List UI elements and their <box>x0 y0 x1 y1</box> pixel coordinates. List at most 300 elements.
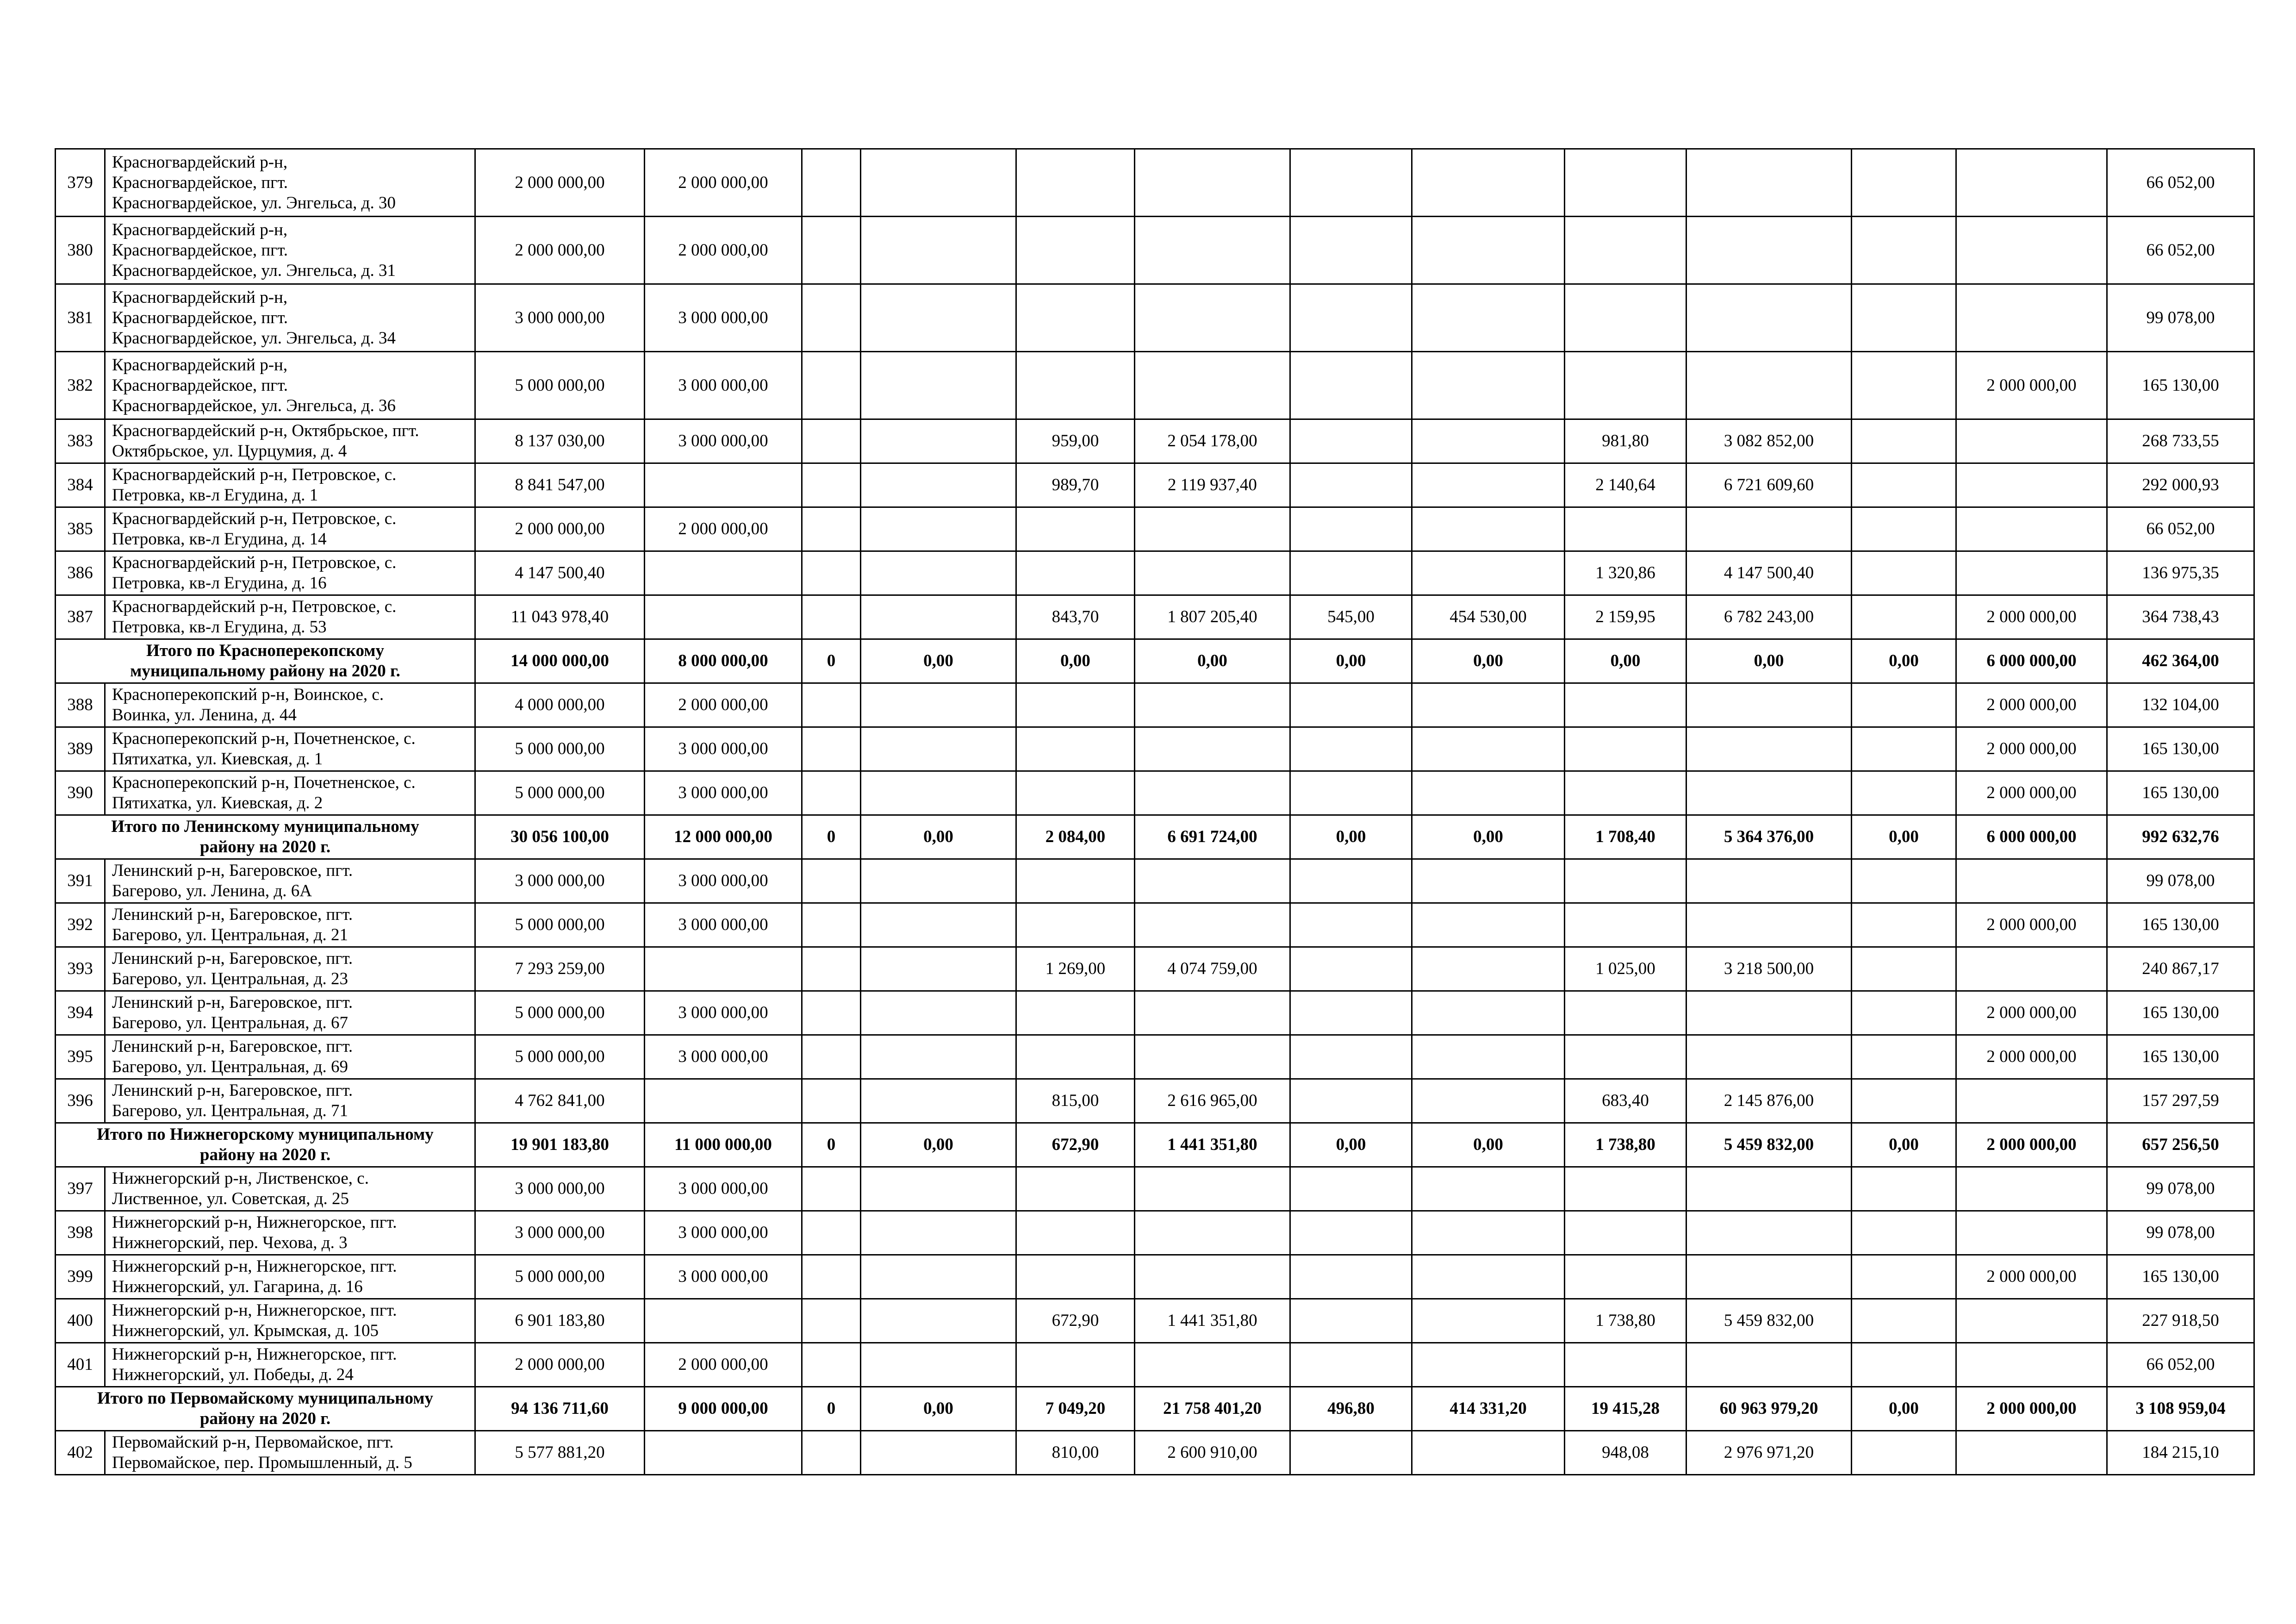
value-cell <box>1412 149 1565 217</box>
value-cell: 2 600 910,00 <box>1135 1431 1290 1475</box>
value-cell: 165 130,00 <box>2107 903 2254 947</box>
value-cell: 2 000 000,00 <box>475 1343 645 1387</box>
value-cell <box>1565 903 1686 947</box>
table-row <box>56 352 2254 419</box>
value-cell: 2 000 000,00 <box>645 683 802 727</box>
address-cell: Нижнегорский р-н, Нижнегорское, пгт. Нижнегорский, ул. Победы, д. 24 <box>105 1343 475 1387</box>
value-cell <box>802 771 861 815</box>
value-cell <box>861 1211 1016 1255</box>
value-cell <box>1016 771 1135 815</box>
value-cell: 2 000 000,00 <box>645 507 802 551</box>
value-cell <box>1016 1211 1135 1255</box>
value-cell <box>1686 284 1852 352</box>
value-cell <box>1565 1167 1686 1211</box>
value-cell: 3 000 000,00 <box>645 1035 802 1079</box>
value-cell <box>861 991 1016 1035</box>
value-cell: 6 000 000,00 <box>1956 639 2107 683</box>
value-cell: 4 762 841,00 <box>475 1079 645 1123</box>
value-cell <box>1956 284 2107 352</box>
value-cell: 0,00 <box>1412 815 1565 859</box>
value-cell <box>645 1299 802 1343</box>
value-cell <box>1852 859 1956 903</box>
value-cell <box>1290 1299 1412 1343</box>
value-cell <box>1412 991 1565 1035</box>
value-cell: 3 000 000,00 <box>645 727 802 771</box>
row-number: 387 <box>56 595 105 639</box>
value-cell: 959,00 <box>1016 419 1135 463</box>
value-cell <box>645 1079 802 1123</box>
value-cell <box>802 217 861 284</box>
value-cell <box>1135 149 1290 217</box>
value-cell: 3 000 000,00 <box>645 859 802 903</box>
value-cell: 8 137 030,00 <box>475 419 645 463</box>
value-cell: 5 000 000,00 <box>475 771 645 815</box>
row-number: 401 <box>56 1343 105 1387</box>
value-cell: 545,00 <box>1290 595 1412 639</box>
value-cell <box>645 551 802 595</box>
value-cell <box>1016 727 1135 771</box>
value-cell: 1 807 205,40 <box>1135 595 1290 639</box>
subtotal-row <box>56 1123 2254 1167</box>
value-cell <box>1412 1035 1565 1079</box>
value-cell <box>1412 771 1565 815</box>
value-cell: 165 130,00 <box>2107 1035 2254 1079</box>
value-cell <box>1412 463 1565 507</box>
value-cell <box>1852 683 1956 727</box>
row-number: 389 <box>56 727 105 771</box>
value-cell <box>1956 1343 2107 1387</box>
value-cell <box>1852 1431 1956 1475</box>
row-number: 382 <box>56 352 105 419</box>
row-number: 398 <box>56 1211 105 1255</box>
value-cell <box>802 683 861 727</box>
value-cell <box>1565 352 1686 419</box>
address-cell: Ленинский р-н, Багеровское, пгт. Багерово, ул. Центральная, д. 69 <box>105 1035 475 1079</box>
value-cell: 2 145 876,00 <box>1686 1079 1852 1123</box>
value-cell: 0,00 <box>1290 815 1412 859</box>
value-cell <box>1412 1167 1565 1211</box>
table-row <box>56 1211 2254 1255</box>
subtotal-label: Итого по Первомайскому муниципальному району на 2020 г. <box>56 1387 475 1431</box>
address-cell: Ленинский р-н, Багеровское, пгт. Багерово, ул. Центральная, д. 23 <box>105 947 475 991</box>
value-cell <box>802 727 861 771</box>
value-cell <box>1016 149 1135 217</box>
value-cell <box>1290 991 1412 1035</box>
value-cell <box>1135 1167 1290 1211</box>
value-cell: 21 758 401,20 <box>1135 1387 1290 1431</box>
value-cell <box>1016 284 1135 352</box>
value-cell: 364 738,43 <box>2107 595 2254 639</box>
value-cell <box>802 1343 861 1387</box>
value-cell: 1 025,00 <box>1565 947 1686 991</box>
row-number: 390 <box>56 771 105 815</box>
value-cell: 3 000 000,00 <box>475 284 645 352</box>
value-cell <box>1135 771 1290 815</box>
value-cell: 948,08 <box>1565 1431 1686 1475</box>
subtotal-row <box>56 639 2254 683</box>
value-cell: 7 049,20 <box>1016 1387 1135 1431</box>
value-cell <box>861 595 1016 639</box>
value-cell: 6 000 000,00 <box>1956 815 2107 859</box>
value-cell <box>802 1167 861 1211</box>
value-cell <box>1135 683 1290 727</box>
value-cell: 989,70 <box>1016 463 1135 507</box>
value-cell <box>1290 149 1412 217</box>
value-cell <box>1016 859 1135 903</box>
value-cell <box>1016 507 1135 551</box>
address-cell: Красногвардейский р-н, Красногвардейское, пгт. Красногвардейское, ул. Энгельса, д. 30 <box>105 149 475 217</box>
value-cell: 4 147 500,40 <box>1686 551 1852 595</box>
value-cell <box>1565 1255 1686 1299</box>
table-row <box>56 727 2254 771</box>
value-cell: 66 052,00 <box>2107 217 2254 284</box>
table-row <box>56 1431 2254 1475</box>
table-row <box>56 947 2254 991</box>
address-cell: Нижнегорский р-н, Нижнегорское, пгт. Нижнегорский, пер. Чехова, д. 3 <box>105 1211 475 1255</box>
value-cell <box>1135 1343 1290 1387</box>
value-cell <box>1852 284 1956 352</box>
value-cell: 292 000,93 <box>2107 463 2254 507</box>
value-cell: 3 108 959,04 <box>2107 1387 2254 1431</box>
value-cell: 99 078,00 <box>2107 284 2254 352</box>
value-cell <box>1412 1299 1565 1343</box>
value-cell: 843,70 <box>1016 595 1135 639</box>
value-cell: 2 000 000,00 <box>1956 1255 2107 1299</box>
value-cell: 0,00 <box>1290 1123 1412 1167</box>
value-cell <box>1956 551 2107 595</box>
value-cell <box>1290 352 1412 419</box>
value-cell <box>1956 419 2107 463</box>
value-cell: 0,00 <box>861 1123 1016 1167</box>
value-cell: 2 000 000,00 <box>645 1343 802 1387</box>
table-row <box>56 1035 2254 1079</box>
address-cell: Красногвардейский р-н, Красногвардейское, пгт. Красногвардейское, ул. Энгельса, д. 34 <box>105 284 475 352</box>
value-cell <box>1686 903 1852 947</box>
value-cell <box>1686 727 1852 771</box>
table-row <box>56 1167 2254 1211</box>
value-cell <box>861 463 1016 507</box>
row-number: 379 <box>56 149 105 217</box>
value-cell <box>1412 284 1565 352</box>
value-cell <box>1852 507 1956 551</box>
value-cell <box>1016 1035 1135 1079</box>
value-cell: 0 <box>802 815 861 859</box>
value-cell <box>1565 771 1686 815</box>
table-row <box>56 1079 2254 1123</box>
value-cell: 414 331,20 <box>1412 1387 1565 1431</box>
value-cell <box>1135 1035 1290 1079</box>
value-cell: 3 000 000,00 <box>475 1211 645 1255</box>
value-cell: 2 000 000,00 <box>1956 991 2107 1035</box>
value-cell <box>645 1431 802 1475</box>
value-cell: 5 000 000,00 <box>475 1255 645 1299</box>
value-cell <box>1135 352 1290 419</box>
value-cell <box>1290 903 1412 947</box>
address-cell: Ленинский р-н, Багеровское, пгт. Багерово, ул. Ленина, д. 6А <box>105 859 475 903</box>
value-cell <box>1686 1167 1852 1211</box>
value-cell: 454 530,00 <box>1412 595 1565 639</box>
value-cell <box>1852 352 1956 419</box>
value-cell <box>1852 727 1956 771</box>
value-cell: 0,00 <box>1565 639 1686 683</box>
value-cell: 19 415,28 <box>1565 1387 1686 1431</box>
value-cell: 2 054 178,00 <box>1135 419 1290 463</box>
value-cell <box>1852 1343 1956 1387</box>
value-cell: 1 708,40 <box>1565 815 1686 859</box>
value-cell: 2 000 000,00 <box>1956 1035 2107 1079</box>
value-cell <box>1412 683 1565 727</box>
value-cell <box>861 903 1016 947</box>
value-cell: 3 000 000,00 <box>645 419 802 463</box>
value-cell <box>1686 507 1852 551</box>
value-cell: 165 130,00 <box>2107 352 2254 419</box>
value-cell: 5 459 832,00 <box>1686 1299 1852 1343</box>
value-cell: 0,00 <box>1686 639 1852 683</box>
value-cell <box>1016 551 1135 595</box>
value-cell: 3 000 000,00 <box>645 284 802 352</box>
value-cell: 3 000 000,00 <box>645 903 802 947</box>
value-cell: 4 147 500,40 <box>475 551 645 595</box>
table-row <box>56 217 2254 284</box>
value-cell: 5 577 881,20 <box>475 1431 645 1475</box>
value-cell: 1 441 351,80 <box>1135 1299 1290 1343</box>
table-row <box>56 149 2254 217</box>
table-row <box>56 419 2254 463</box>
table-row <box>56 595 2254 639</box>
value-cell <box>1290 1255 1412 1299</box>
value-cell <box>1290 507 1412 551</box>
value-cell: 0,00 <box>1852 639 1956 683</box>
value-cell <box>1852 1035 1956 1079</box>
value-cell: 0,00 <box>1016 639 1135 683</box>
value-cell: 2 000 000,00 <box>1956 1123 2107 1167</box>
budget-table <box>55 148 2255 1475</box>
value-cell: 136 975,35 <box>2107 551 2254 595</box>
value-cell: 3 218 500,00 <box>1686 947 1852 991</box>
table-row <box>56 507 2254 551</box>
value-cell: 3 000 000,00 <box>645 1167 802 1211</box>
row-number: 381 <box>56 284 105 352</box>
value-cell <box>1565 859 1686 903</box>
value-cell: 2 616 965,00 <box>1135 1079 1290 1123</box>
address-cell: Красногвардейский р-н, Петровское, с. Петровка, кв-л Егудина, д. 16 <box>105 551 475 595</box>
value-cell: 1 320,86 <box>1565 551 1686 595</box>
value-cell <box>645 947 802 991</box>
value-cell <box>1565 149 1686 217</box>
value-cell: 0 <box>802 639 861 683</box>
value-cell <box>861 217 1016 284</box>
value-cell <box>1686 1255 1852 1299</box>
value-cell: 2 000 000,00 <box>1956 771 2107 815</box>
value-cell <box>1290 284 1412 352</box>
value-cell: 1 738,80 <box>1565 1123 1686 1167</box>
address-cell: Первомайский р-н, Первомайское, пгт. Первомайское, пер. Промышленный, д. 5 <box>105 1431 475 1475</box>
address-cell: Нижнегорский р-н, Нижнегорское, пгт. Нижнегорский, ул. Крымская, д. 105 <box>105 1299 475 1343</box>
value-cell: 99 078,00 <box>2107 859 2254 903</box>
table-row <box>56 771 2254 815</box>
table-row <box>56 1255 2254 1299</box>
value-cell <box>1290 419 1412 463</box>
value-cell <box>1290 859 1412 903</box>
value-cell <box>1016 1255 1135 1299</box>
value-cell <box>1852 217 1956 284</box>
value-cell: 1 269,00 <box>1016 947 1135 991</box>
value-cell <box>1412 947 1565 991</box>
value-cell: 66 052,00 <box>2107 507 2254 551</box>
value-cell: 94 136 711,60 <box>475 1387 645 1431</box>
value-cell <box>1290 1167 1412 1211</box>
value-cell <box>1016 217 1135 284</box>
value-cell: 6 782 243,00 <box>1686 595 1852 639</box>
table-row <box>56 284 2254 352</box>
value-cell <box>1956 507 2107 551</box>
value-cell: 8 000 000,00 <box>645 639 802 683</box>
value-cell <box>1852 1255 1956 1299</box>
row-number: 394 <box>56 991 105 1035</box>
value-cell: 815,00 <box>1016 1079 1135 1123</box>
value-cell <box>861 1343 1016 1387</box>
value-cell: 992 632,76 <box>2107 815 2254 859</box>
row-number: 386 <box>56 551 105 595</box>
value-cell <box>1016 352 1135 419</box>
row-number: 399 <box>56 1255 105 1299</box>
value-cell <box>1135 991 1290 1035</box>
value-cell <box>1412 1343 1565 1387</box>
value-cell <box>1016 903 1135 947</box>
subtotal-row <box>56 815 2254 859</box>
address-cell: Красногвардейский р-н, Петровское, с. Петровка, кв-л Егудина, д. 53 <box>105 595 475 639</box>
value-cell: 157 297,59 <box>2107 1079 2254 1123</box>
value-cell: 6 721 609,60 <box>1686 463 1852 507</box>
value-cell: 0,00 <box>1852 1123 1956 1167</box>
value-cell: 3 000 000,00 <box>645 352 802 419</box>
value-cell: 2 000 000,00 <box>1956 727 2107 771</box>
value-cell: 268 733,55 <box>2107 419 2254 463</box>
value-cell <box>861 771 1016 815</box>
value-cell: 2 000 000,00 <box>645 149 802 217</box>
value-cell <box>802 149 861 217</box>
value-cell <box>1956 463 2107 507</box>
value-cell <box>1290 1211 1412 1255</box>
address-cell: Красногвардейский р-н, Красногвардейское, пгт. Красногвардейское, ул. Энгельса, д. 31 <box>105 217 475 284</box>
value-cell: 496,80 <box>1290 1387 1412 1431</box>
value-cell <box>1016 1343 1135 1387</box>
row-number: 396 <box>56 1079 105 1123</box>
value-cell: 19 901 183,80 <box>475 1123 645 1167</box>
table-row <box>56 463 2254 507</box>
value-cell <box>1686 683 1852 727</box>
value-cell <box>1852 1299 1956 1343</box>
address-cell: Красногвардейский р-н, Красногвардейское, пгт. Красногвардейское, ул. Энгельса, д. 36 <box>105 352 475 419</box>
value-cell <box>861 859 1016 903</box>
value-cell <box>802 419 861 463</box>
address-cell: Ленинский р-н, Багеровское, пгт. Багерово, ул. Центральная, д. 21 <box>105 903 475 947</box>
value-cell <box>1686 859 1852 903</box>
value-cell <box>1852 1211 1956 1255</box>
value-cell: 672,90 <box>1016 1123 1135 1167</box>
value-cell <box>861 947 1016 991</box>
subtotal-label: Итого по Нижнегорскому муниципальному району на 2020 г. <box>56 1123 475 1167</box>
value-cell: 0,00 <box>1852 815 1956 859</box>
value-cell <box>1290 771 1412 815</box>
value-cell <box>1290 1343 1412 1387</box>
value-cell: 5 000 000,00 <box>475 1035 645 1079</box>
value-cell: 810,00 <box>1016 1431 1135 1475</box>
value-cell: 165 130,00 <box>2107 991 2254 1035</box>
value-cell <box>645 595 802 639</box>
value-cell <box>1412 859 1565 903</box>
value-cell: 184 215,10 <box>2107 1431 2254 1475</box>
value-cell: 0,00 <box>861 1387 1016 1431</box>
address-cell: Ленинский р-н, Багеровское, пгт. Багерово, ул. Центральная, д. 67 <box>105 991 475 1035</box>
value-cell <box>802 1079 861 1123</box>
value-cell: 0,00 <box>861 639 1016 683</box>
value-cell <box>1290 947 1412 991</box>
value-cell <box>1956 1211 2107 1255</box>
value-cell <box>861 1167 1016 1211</box>
table-row <box>56 1343 2254 1387</box>
value-cell: 5 000 000,00 <box>475 903 645 947</box>
value-cell: 5 364 376,00 <box>1686 815 1852 859</box>
value-cell <box>861 1431 1016 1475</box>
value-cell: 2 000 000,00 <box>645 217 802 284</box>
value-cell <box>1956 217 2107 284</box>
value-cell <box>1290 683 1412 727</box>
value-cell: 165 130,00 <box>2107 727 2254 771</box>
row-number: 393 <box>56 947 105 991</box>
row-number: 383 <box>56 419 105 463</box>
value-cell: 9 000 000,00 <box>645 1387 802 1431</box>
value-cell: 2 000 000,00 <box>1956 903 2107 947</box>
row-number: 392 <box>56 903 105 947</box>
value-cell <box>1686 217 1852 284</box>
value-cell: 5 459 832,00 <box>1686 1123 1852 1167</box>
value-cell: 8 841 547,00 <box>475 463 645 507</box>
value-cell <box>1412 903 1565 947</box>
value-cell: 132 104,00 <box>2107 683 2254 727</box>
value-cell: 2 976 971,20 <box>1686 1431 1852 1475</box>
value-cell: 3 000 000,00 <box>475 859 645 903</box>
value-cell <box>1852 991 1956 1035</box>
value-cell: 2 159,95 <box>1565 595 1686 639</box>
value-cell <box>802 1431 861 1475</box>
address-cell: Красноперекопский р-н, Почетненское, с. Пятихатка, ул. Киевская, д. 1 <box>105 727 475 771</box>
value-cell <box>1412 1255 1565 1299</box>
value-cell <box>1686 1211 1852 1255</box>
value-cell: 227 918,50 <box>2107 1299 2254 1343</box>
value-cell: 1 738,80 <box>1565 1299 1686 1343</box>
value-cell: 2 000 000,00 <box>1956 683 2107 727</box>
value-cell <box>1852 595 1956 639</box>
value-cell <box>802 859 861 903</box>
value-cell: 6 901 183,80 <box>475 1299 645 1343</box>
value-cell <box>1686 149 1852 217</box>
value-cell <box>1290 1431 1412 1475</box>
row-number: 397 <box>56 1167 105 1211</box>
value-cell: 12 000 000,00 <box>645 815 802 859</box>
table-row <box>56 1299 2254 1343</box>
value-cell: 14 000 000,00 <box>475 639 645 683</box>
address-cell: Нижнегорский р-н, Нижнегорское, пгт. Нижнегорский, ул. Гагарина, д. 16 <box>105 1255 475 1299</box>
value-cell: 3 000 000,00 <box>645 771 802 815</box>
value-cell: 657 256,50 <box>2107 1123 2254 1167</box>
value-cell: 66 052,00 <box>2107 1343 2254 1387</box>
row-number: 402 <box>56 1431 105 1475</box>
table-row <box>56 991 2254 1035</box>
subtotal-label: Итого по Ленинскому муниципальному району на 2020 г. <box>56 815 475 859</box>
value-cell <box>1686 1343 1852 1387</box>
value-cell <box>1956 859 2107 903</box>
